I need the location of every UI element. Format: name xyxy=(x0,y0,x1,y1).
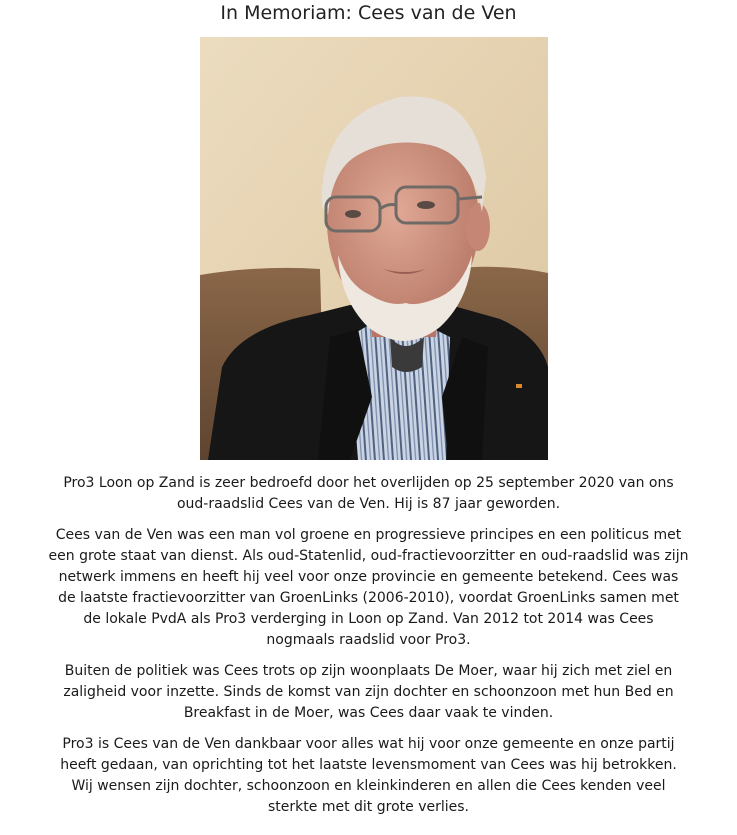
paragraph: Pro3 is Cees van de Ven dankbaar voor alles wat hij voor onze gemeente en onze partij heeft gedaan, van oprichting tot het laatste levensmoment van Cees was hij betrokken. Wij wensen zijn dochter, schoonzoon en kleinkinderen en allen die Cees kenden veel sterkte met dit grote verlies. xyxy=(60,736,677,815)
paragraph: Buiten de politiek was Cees trots op zijn woonplaats De Moer, waar hij zich met ziel en zaligheid voor inzette. Sinds de komst van zijn dochter en schoonzoon met hun Bed en Breakfast in de Moer, was Cees daar vaak te vinden. xyxy=(63,663,674,721)
paragraph: Cees van de Ven was een man vol groene en progressieve principes en een politicus met een grote staat van dienst. Als oud-Statenlid, oud-fractievoorzitter en oud-raadslid was zijn netwerk immens en heeft hij veel voor onze provincie en gemeente betekend. Cees was de laatste fractievoorzitter van GroenLinks (2006-2010), voordat GroenLinks samen met de lokale PvdA als Pro3 verderging in Loon op Zand. Van 2012 tot 2014 was Cees nogmaals raadslid voor Pro3. xyxy=(48,527,689,648)
portrait-photo xyxy=(200,37,548,460)
paragraph: Pro3 Loon op Zand is zeer bedroefd door het overlijden op 25 september 2020 van ons oud-raadslid Cees van de Ven. Hij is 87 jaar geworden. xyxy=(63,475,674,512)
memorial-text xyxy=(48,473,689,828)
page-title: In Memoriam: Cees van de Ven xyxy=(220,2,517,24)
